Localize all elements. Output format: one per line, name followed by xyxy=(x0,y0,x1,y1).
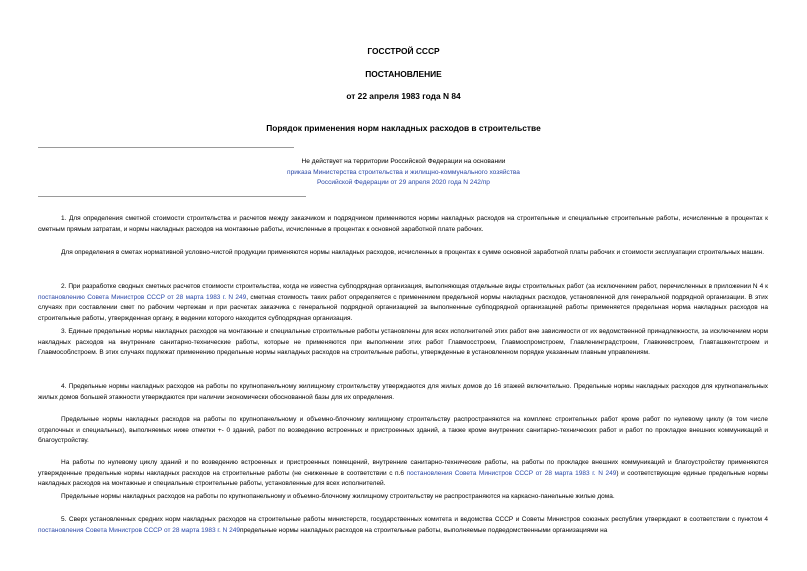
paragraph-zero-cycle-text-b: ) и соответствующие единые предельные нормы накладных расходов на монтажные и специальные строительные работы, установленные для всех исполнителей. xyxy=(38,469,768,487)
document-date: от 22 апреля 1983 года N 84 xyxy=(346,91,461,101)
paragraph-5-text-b: предельные нормы накладных расходов на строительные работы, выполняемые подведомственными организациями на xyxy=(239,526,608,534)
paragraph-2-text-a: 2. При разработке сводных сметных расчетов стоимости строительства, когда не известна субподрядная организация, выполняющая отдельные виды строительных работ (за исключением работ, перечисленных в приложении N 4 к xyxy=(61,283,768,290)
paragraph-zero-cycle-text-a: На работы по нулевому циклу зданий и по возведению встроенных и пристроенных помещений, внутренние санитарно-технические работы, на работы по прокладке внешних коммуникаций и благоустройству применяются утвержденные предельные нормы накладных расходов на строительные работы (не сниженные в соответствии с п.6 xyxy=(38,459,768,477)
resolution-249-link[interactable]: постановлению Совета Министров СССР от 28 марта 1983 г. N 249 xyxy=(38,293,247,301)
paragraph-1: 1. Для определения сметной стоимости строительства и расчетов между заказчиком и подрядчиком применяются нормы накладных расходов на строительные и специальные строительные работы, исчисленные в процентах к сметным прямым затратам, и нормы накладных расходов на монтажные работы, исчисленные в процентах к основной заработной плате рабочих. xyxy=(38,215,768,233)
paragraph-1-continued: Для определения в сметах нормативной условно-чистой продукции применяются нормы накладных расходов, исчисленных в процентах к сумме основной заработной платы рабочих и стоимости эксплуатации строительных машин. xyxy=(61,249,765,256)
notice-text: Не действует на территории Российской Федерации на основании xyxy=(301,158,506,165)
agency-heading: ГОССТРОЙ СССР xyxy=(367,46,440,56)
paragraph-4-continued: Предельные нормы накладных расходов на работы по крупнопанельному и объемно-блочному жилищному строительству распространяются на комплекс строительных работ кроме работ по нулевому циклу (в том числе отделочных и специальных), выполняемых ниже отметки +- 0 зданий, работ по возведению встроенных и пристроенных зданий, а также кроме внутренних санитарно-технических работ и работ по прокладке внешних коммуникаций и благоустройству. xyxy=(38,416,768,444)
document-type-heading: ПОСТАНОВЛЕНИЕ xyxy=(365,69,442,79)
paragraph-4-zero-cycle xyxy=(38,458,768,490)
paragraph-4: 4. Предельные нормы накладных расходов на работы по крупнопанельному жилищному строительству утверждаются для жилых домов до 16 этажей включительно. Предельные нормы накладных расходов для крупнопанельных жилых домов большей этажности утверждаются при наличии экономически обоснованной базы для их определения. xyxy=(38,383,768,401)
resolution-249-link[interactable]: постановления Совета Министров СССР от 28 марта 1983 г. N 249 xyxy=(38,526,240,534)
notice-link-line-2: Российской Федерации от 29 апреля 2020 года N 242/пр xyxy=(317,179,490,186)
paragraph-3: 3. Единые предельные нормы накладных расходов на монтажные и специальные строительные работы установлены для всех исполнителей этих работ вне зависимости от их ведомственной принадлежности, за исключением норм накладных расходов на внутренние санитарно-технические работы, которые не применяются при выполнении этих работ Главмосстроем, Главмоспромстроем, Главленинградстроем, Главкиевстроем, Главташкентстроем и Главмособлстроем. В этих случаях подлежат применению предельные нормы накладных расходов на строительные работы, утвержденные в установленном порядке указанным главным управлениям. xyxy=(38,328,768,356)
paragraph-2-text-b: , сметная стоимость таких работ определяется с применением предельной нормы накладных расходов, установленной для генеральной подрядной организации. В этих случаях при составлении смет по рабочим чертежам и при расчетах заказчика с генеральной подрядной организацией за выполненные субподрядной организацией работы применяется предельная норма накладных расходов на строительные работы, утвержденная органу, в ведении которого находится субподрядная организация. xyxy=(38,293,769,322)
notice-link-line-1: приказа Министерства строительства и жилищно-коммунального хозяйства xyxy=(287,168,520,176)
divider-top xyxy=(38,147,294,148)
resolution-249-link[interactable]: постановления Совета Министров СССР от 28 марта 1983 г. N 249 xyxy=(406,469,617,477)
notice-order-link[interactable] xyxy=(0,168,807,189)
paragraph-5 xyxy=(38,515,768,536)
status-notice xyxy=(0,157,807,189)
paragraph-5-text-a: 5. Сверх установленных средних норм накладных расходов на строительные работы министерств, государственных комитета и ведомства СССР и Советы Министров союзных республик утверждают в соответствии с пунктом 4 xyxy=(61,516,768,523)
divider-bottom xyxy=(38,196,306,197)
paragraph-4-frame-panel: Предельные нормы накладных расходов на работы по крупнопанельному и объемно-блочному жилищному строительству не распространяются на каркасно-панельные жилые дома. xyxy=(61,493,615,500)
document-title: Порядок применения норм накладных расходов в строительстве xyxy=(266,123,541,133)
paragraph-2 xyxy=(38,282,768,324)
